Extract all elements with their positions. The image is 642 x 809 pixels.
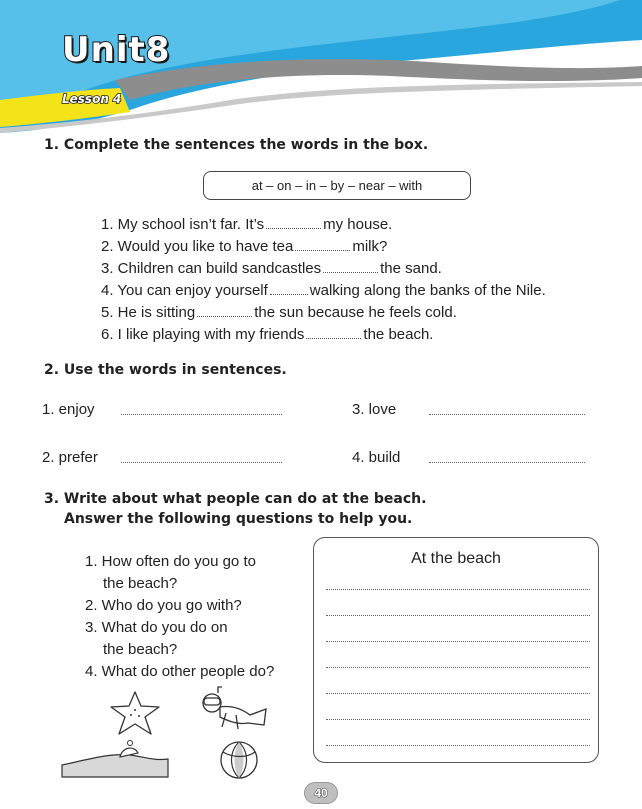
question-2: 2. Who do you go with? [85,597,242,614]
blank[interactable] [266,217,321,229]
blank[interactable] [295,239,350,251]
section3-heading-line1: 3. Write about what people can do at the beach. [44,491,427,507]
writing-line[interactable] [326,641,590,642]
sentence-3: 3. Children can build sandcastles the sand. [101,260,442,277]
sentence-2: 2. Would you like to have tea milk? [101,238,388,255]
answer-line-enjoy[interactable] [121,414,282,415]
blank[interactable] [306,327,361,339]
sand-shell-icon [60,735,170,780]
question-1-cont: the beach? [103,575,178,592]
section1-heading: 1. Complete the sentences the words in the box. [44,137,429,153]
answer-line-prefer[interactable] [121,462,282,463]
question-3-cont: the beach? [103,641,178,658]
blank[interactable] [197,305,252,317]
page-number: 40 [304,782,338,804]
blank[interactable] [270,283,308,295]
writing-box-title: At the beach [411,550,501,567]
sentence-5: 5. He is sitting the sun because he feels cold. [101,304,457,321]
unit-title: Unit8 [62,30,171,70]
word-prefer: 2. prefer [42,449,98,466]
word-build: 4. build [352,449,401,466]
question-1: 1. How often do you go to [85,553,256,570]
sentence-1: 1. My school isn’t far. It’s my house. [101,216,393,233]
sentence-6: 6. I like playing with my friends the beach. [101,326,434,343]
question-4: 4. What do other people do? [85,663,275,680]
word-enjoy: 1. enjoy [42,401,95,418]
blank[interactable] [323,261,378,273]
writing-line[interactable] [326,615,590,616]
answer-line-love[interactable] [429,414,585,415]
writing-line[interactable] [326,693,590,694]
lesson-label: Lesson 4 [62,92,122,106]
sentence-4: 4. You can enjoy yourself walking along the banks of the Nile. [101,282,546,299]
section2-heading: 2. Use the words in sentences. [44,362,287,378]
answer-line-build[interactable] [429,462,585,463]
writing-line[interactable] [326,667,590,668]
writing-box[interactable] [313,537,599,763]
beach-ball-icon [217,738,261,782]
writing-line[interactable] [326,745,590,746]
word-box: at – on – in – by – near – with [203,171,471,200]
question-3: 3. What do you do on [85,619,228,636]
snorkeler-icon [192,685,272,735]
writing-line[interactable] [326,589,590,590]
section3-heading-line2: Answer the following questions to help you. [64,511,413,527]
writing-line[interactable] [326,719,590,720]
word-love: 3. love [352,401,397,418]
starfish-icon [105,688,165,738]
